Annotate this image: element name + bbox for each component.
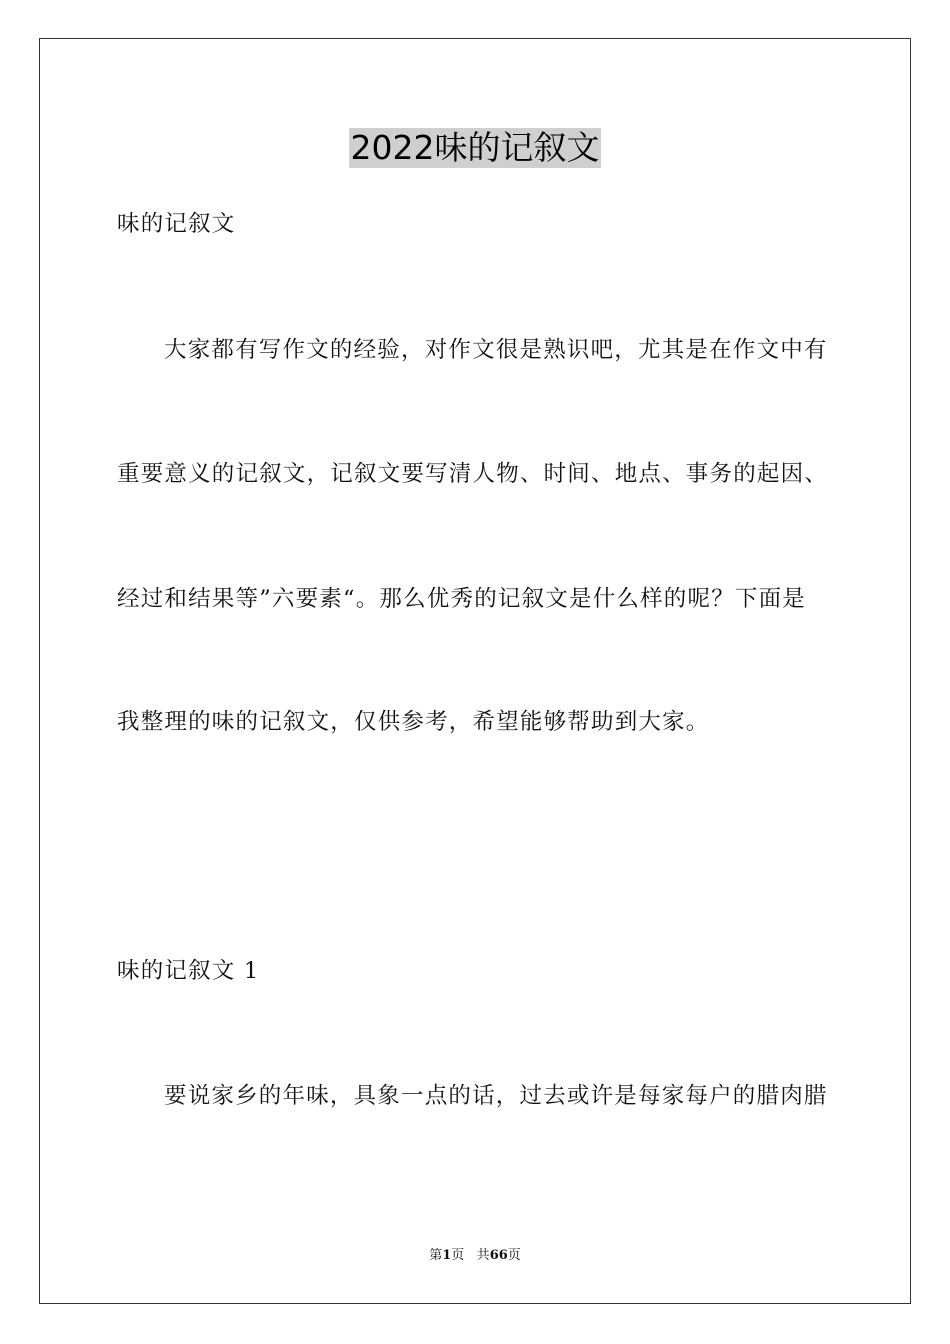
intro-line-3: 经过和结果等”六要素“。那么优秀的记叙文是什么样的呢？下面是 [117,586,807,612]
page-footer [0,1248,950,1264]
document-title: 2022味的记叙文 [350,128,600,167]
intro-line-4: 我整理的味的记叙文，仅供参考，希望能够帮助到大家。 [117,709,710,735]
footer-page-number: 1 [442,1248,452,1263]
footer-page-prefix: 第 [429,1248,443,1263]
footer-total-pages: 66 [489,1248,508,1263]
section-heading: 味的记叙文 1 [117,958,260,984]
subtitle: 味的记叙文 [117,211,236,237]
footer-total-prefix: 共 [476,1248,490,1263]
title-wrap [0,128,950,168]
intro-line-1: 大家都有写作文的经验，对作文很是熟识吧，尤其是在作文中有 [164,337,828,363]
footer-total-suffix: 页 [507,1248,521,1263]
intro-line-2: 重要意义的记叙文，记叙文要写清人物、时间、地点、事务的起因、 [117,461,829,487]
footer-page-suffix: 页 [451,1248,465,1263]
section-line-1: 要说家乡的年味，具象一点的话，过去或许是每家每户的腊肉腊 [164,1083,828,1109]
